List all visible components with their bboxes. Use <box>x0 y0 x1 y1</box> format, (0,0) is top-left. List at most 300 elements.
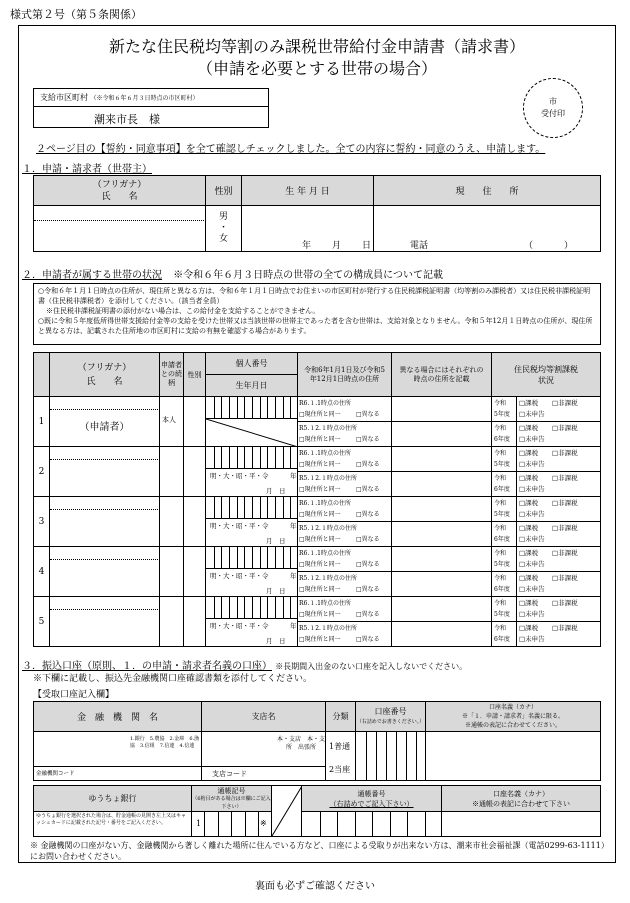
tax-year-label: 6年度 <box>494 486 510 493</box>
tax-year-label: 6年度 <box>494 536 510 543</box>
address-period-label: R6.１.1時点の住所 <box>299 600 351 607</box>
footer-text: 裏面も必ずご確認ください <box>255 881 375 892</box>
furigana-divider <box>50 459 160 460</box>
tax-year-label: 5年度 <box>494 461 510 468</box>
id-digit-divider <box>237 547 238 569</box>
acct-number-field[interactable] <box>356 732 426 780</box>
hh-r5-address[interactable] <box>298 622 392 647</box>
city-note: （※令和６年６月３日時点の市区町村） <box>90 95 199 102</box>
digit-cell-divider <box>425 812 426 836</box>
id-digit-divider <box>267 547 268 569</box>
hh-r5-address[interactable] <box>298 522 392 547</box>
sex-header: 性別 <box>206 176 242 206</box>
hh-tax-status[interactable] <box>492 422 600 447</box>
digit-cell-divider <box>416 732 417 780</box>
id-digit-divider <box>221 597 222 619</box>
different-checkbox[interactable]: □異なる <box>356 636 380 643</box>
consent-statement: ２ページ目の【誓約・同意事項】を全て確認しチェックしました。全ての内容に誓約・同意のうえ、申請します。 <box>36 144 546 155</box>
id-digit-divider <box>290 397 291 419</box>
non-taxed-checkbox[interactable]: □非課税 <box>552 574 578 582</box>
id-digit-divider <box>221 447 222 469</box>
tax-divider <box>516 472 517 497</box>
hh-birth-field[interactable] <box>206 569 298 597</box>
different-checkbox[interactable]: □異なる <box>356 411 380 418</box>
phone-label: 電話 <box>410 241 429 251</box>
bank-name-header: 金 融 機 関 名 <box>34 702 202 732</box>
hh-id-field[interactable] <box>206 547 298 569</box>
hh-id-field[interactable] <box>206 397 298 419</box>
hh-r6-address[interactable] <box>298 597 392 622</box>
taxed-checkbox[interactable]: □課税 <box>519 524 539 532</box>
tax-divider <box>516 397 517 422</box>
hh-name-text: （申請者） <box>79 422 130 433</box>
hh-r6-address[interactable] <box>298 497 392 522</box>
digit-cell-divider <box>386 732 387 780</box>
form-label: 様式第２号（第５条関係） <box>10 8 142 21</box>
tax-year-label: 6年度 <box>494 636 510 643</box>
bottom-note: ※ 金融機関の口座がない方、金融機関から著しく離れた場所に住んでいる方など、口座による受取りが出来ない方は、潮来市社会福祉課（電話0299-63-1111）にお問い合わせください。 <box>30 841 609 861</box>
furigana-label: （フリガナ） <box>92 179 147 190</box>
hh-sex-header: 性別 <box>184 353 206 397</box>
non-taxed-checkbox[interactable]: □非課税 <box>552 499 578 507</box>
hh-r6-address[interactable] <box>298 547 392 572</box>
id-digit-divider <box>290 447 291 469</box>
household-table <box>33 352 601 647</box>
hh-tax-status[interactable] <box>492 447 600 472</box>
different-checkbox[interactable]: □異なる <box>356 536 380 543</box>
applicant-birth-field[interactable] <box>242 206 374 251</box>
taxed-checkbox[interactable]: □課税 <box>519 599 539 607</box>
furigana-divider <box>50 509 160 510</box>
id-digit-divider <box>237 497 238 519</box>
birth-header: 生 年 月 日 <box>242 176 374 206</box>
tax-year-label: 5年度 <box>494 511 510 518</box>
row-number-text: 1 <box>38 416 45 427</box>
non-taxed-checkbox[interactable]: □非課税 <box>552 624 578 632</box>
id-digit-divider <box>214 447 215 469</box>
digit-cell-divider <box>376 732 377 780</box>
type-futsu: 1普通 <box>329 742 351 751</box>
id-digit-divider <box>237 447 238 469</box>
receive-label: 【受取口座記入欄】 <box>33 690 115 700</box>
hh-tax-status[interactable] <box>492 472 600 497</box>
applicant-name-field[interactable] <box>34 206 206 251</box>
taxed-checkbox[interactable]: □課税 <box>519 549 539 557</box>
row-number-text: 2 <box>38 466 45 477</box>
yucho-divider <box>272 786 302 836</box>
hh-id-field[interactable] <box>206 597 298 619</box>
id-digit-divider <box>237 397 238 419</box>
hh-diff-address-field[interactable] <box>392 522 492 547</box>
hh-id-header: 個人番号 <box>206 353 298 375</box>
section3-note: ※長期間入出金のない口座を記入しないでください。 <box>275 662 468 671</box>
hh-furigana-label: （フリガナ） <box>77 362 132 373</box>
digit-cell-divider <box>396 732 397 780</box>
hh-sex-field[interactable] <box>184 497 206 547</box>
id-digit-divider <box>221 497 222 519</box>
id-digit-divider <box>229 547 230 569</box>
digit-cell-divider <box>407 812 408 836</box>
tax-divider <box>516 622 517 647</box>
address-period-label: R5.１2.１時点の住所 <box>299 525 357 532</box>
tax-year-label: 5年度 <box>494 611 510 618</box>
hh-rel-field[interactable] <box>160 397 184 447</box>
yucho-table <box>33 785 601 837</box>
applicant-sex-field[interactable] <box>206 206 242 251</box>
city-label: 支給市区町村 <box>40 93 88 102</box>
id-digit-divider <box>260 597 261 619</box>
id-digit-divider <box>229 397 230 419</box>
hh-sex-field[interactable] <box>184 397 206 447</box>
hh-r6-address[interactable] <box>298 447 392 472</box>
tax-divider <box>516 597 517 622</box>
non-taxed-checkbox[interactable]: □非課税 <box>552 449 578 457</box>
id-digit-divider <box>267 497 268 519</box>
tax-reiwa-label: 令和 <box>494 600 507 607</box>
notice-line3: ○既に令和５年度低所得世帯支援給付金等の支給を受けた世帯又は当該世帯の世帯主であった者を含む世帯は、支給対象となりません。令和５年12月１日時点の住所が、現住所と異なる方は、記載された住所地の市区町村に支給の有無を確認する場合があります。 <box>38 317 593 335</box>
birth-month-day-label: 月 日 <box>266 537 286 545</box>
birth-month-day-label: 月 日 <box>266 487 286 495</box>
id-digit-divider <box>290 497 291 519</box>
different-checkbox[interactable]: □異なる <box>356 486 380 493</box>
different-checkbox[interactable]: □異なる <box>356 561 380 568</box>
hh-name-field[interactable] <box>50 447 160 497</box>
hh-id-field[interactable] <box>206 447 298 469</box>
applicant-address-field[interactable] <box>374 206 600 251</box>
id-digit-divider <box>252 597 253 619</box>
same-as-current-checkbox[interactable]: □現住所と同一 <box>299 536 341 543</box>
furigana-divider <box>50 609 160 610</box>
non-taxed-checkbox[interactable]: □非課税 <box>552 424 578 432</box>
hh-birth-field <box>206 419 298 447</box>
different-checkbox[interactable]: □異なる <box>356 586 380 593</box>
unfiled-checkbox[interactable]: □未申告 <box>519 460 545 468</box>
stamp-city: 市 <box>549 97 557 106</box>
type-header: 分類 <box>326 702 356 732</box>
id-digit-divider <box>283 547 284 569</box>
digit-cell-divider <box>218 812 219 836</box>
same-as-current-checkbox[interactable]: □現住所と同一 <box>299 636 341 643</box>
id-digit-divider <box>267 447 268 469</box>
id-digit-divider <box>244 597 245 619</box>
hh-tax-status[interactable] <box>492 522 600 547</box>
bango-header <box>302 786 442 812</box>
hh-name-field[interactable] <box>50 397 160 447</box>
unfiled-checkbox[interactable]: □未申告 <box>519 635 545 643</box>
holder-label: 口座名義（カナ） <box>488 704 537 711</box>
id-digit-divider <box>260 547 261 569</box>
tax-divider <box>516 447 517 472</box>
taxed-checkbox[interactable]: □課税 <box>519 449 539 457</box>
notice-box <box>33 283 601 345</box>
y-holder-header <box>442 786 600 812</box>
id-digit-divider <box>267 397 268 419</box>
yucho-note: ゆうちょ銀行を選択された場合は、貯金通帳の見開き左上又はキャッシュカードに記載された記号・番号をご記入ください。 <box>34 812 192 836</box>
section2-title: ２．申請者が属する世帯の状況 <box>22 270 162 281</box>
unfiled-checkbox[interactable]: □未申告 <box>519 585 545 593</box>
kigo-field[interactable] <box>192 812 272 836</box>
id-digit-divider <box>214 547 215 569</box>
id-digit-divider <box>275 397 276 419</box>
hh-rel-field[interactable] <box>160 547 184 597</box>
id-digit-divider <box>267 597 268 619</box>
digit-cell-divider <box>204 812 205 836</box>
furigana-divider <box>50 559 160 560</box>
branch-field[interactable] <box>202 732 326 780</box>
digit-cell-divider <box>406 732 407 780</box>
birth-era-options: 明・大・昭・平・令 <box>210 522 269 530</box>
hh-id-field[interactable] <box>206 497 298 519</box>
hh-tax-status[interactable] <box>492 397 600 422</box>
unfiled-checkbox[interactable]: □未申告 <box>519 560 545 568</box>
address-period-label: R6.１.1時点の住所 <box>299 400 351 407</box>
birth-era-options: 明・大・昭・平・令 <box>210 572 269 580</box>
birth-month-day-label: 月 日 <box>266 587 286 595</box>
hh-sex-field[interactable] <box>184 547 206 597</box>
hh-sex-field[interactable] <box>184 597 206 647</box>
taxed-checkbox[interactable]: □課税 <box>519 624 539 632</box>
hh-rel-field[interactable] <box>160 447 184 497</box>
city-box <box>33 88 269 128</box>
hh-diff-address-field[interactable] <box>392 472 492 497</box>
hh-name-field[interactable] <box>50 547 160 597</box>
birth-year-label: 年 <box>290 522 297 530</box>
tax-reiwa-label: 令和 <box>494 400 507 407</box>
kigo-prefix: 1 <box>196 819 202 828</box>
unfiled-checkbox[interactable]: □未申告 <box>519 610 545 618</box>
non-taxed-checkbox[interactable]: □非課税 <box>552 549 578 557</box>
id-digit-divider <box>229 497 230 519</box>
birth-day: 日 <box>362 241 372 251</box>
tax-reiwa-label: 令和 <box>494 575 507 582</box>
hh-rel-text: 本人 <box>162 416 176 424</box>
hh-tax-status[interactable] <box>492 572 600 597</box>
hh-r6-address[interactable] <box>298 397 392 422</box>
hh-row-number <box>34 397 50 447</box>
hh-row-number <box>34 447 50 497</box>
holder-header <box>426 702 600 732</box>
digit-cell-divider <box>372 812 373 836</box>
bango-field[interactable] <box>302 812 442 836</box>
non-taxed-checkbox[interactable]: □非課税 <box>552 474 578 482</box>
taxed-checkbox[interactable]: □課税 <box>519 574 539 582</box>
unfiled-checkbox[interactable]: □未申告 <box>519 435 545 443</box>
name-label: 氏 名 <box>101 191 138 202</box>
unfiled-checkbox[interactable]: □未申告 <box>519 510 545 518</box>
tax-year-label: 6年度 <box>494 436 510 443</box>
hh-diff-header: 異なる場合にはそれぞれの時点の住所を記載 <box>392 353 492 397</box>
different-checkbox[interactable]: □異なる <box>356 611 380 618</box>
id-digit-divider <box>244 547 245 569</box>
hh-r5-address[interactable] <box>298 422 392 447</box>
same-as-current-checkbox[interactable]: □現住所と同一 <box>299 511 341 518</box>
different-checkbox[interactable]: □異なる <box>356 461 380 468</box>
tax-reiwa-label: 令和 <box>494 475 507 482</box>
hh-diff-address-field[interactable] <box>392 397 492 422</box>
id-digit-divider <box>283 597 284 619</box>
tax-reiwa-label: 令和 <box>494 550 507 557</box>
hh-rel-header: 申請者との続柄 <box>160 353 184 397</box>
sex-dot: ・ <box>218 223 228 233</box>
tax-year-label: 5年度 <box>494 411 510 418</box>
unfiled-checkbox[interactable]: □未申告 <box>519 535 545 543</box>
bank-name-field[interactable] <box>34 732 202 780</box>
address-period-label: R6.１.1時点の住所 <box>299 450 351 457</box>
digit-cell-divider <box>320 812 321 836</box>
different-checkbox[interactable]: □異なる <box>356 511 380 518</box>
non-taxed-checkbox[interactable]: □非課税 <box>552 599 578 607</box>
yucho-header: ゆうちょ銀行 <box>34 786 192 812</box>
type-field[interactable] <box>326 732 356 780</box>
section1-title: １．申請・請求者（世帯主） <box>22 164 152 175</box>
address-period-label: R6.１.1時点の住所 <box>299 550 351 557</box>
tax-divider <box>516 422 517 447</box>
same-as-current-checkbox[interactable]: □現住所と同一 <box>299 561 341 568</box>
section3-instruction: ※下欄に記載し、振込先金融機関口座確認書類を添付してください。 <box>33 674 313 684</box>
hh-diff-address-field[interactable] <box>392 622 492 647</box>
digit-cell-divider <box>231 812 232 836</box>
hh-diff-address-field[interactable] <box>392 547 492 572</box>
same-as-current-checkbox[interactable]: □現住所と同一 <box>299 486 341 493</box>
hh-birth-field[interactable] <box>206 519 298 547</box>
id-digit-divider <box>252 397 253 419</box>
title-line1: 新たな住民税均等割のみ課税世帯給付金申請書（請求書） <box>108 37 525 56</box>
birth-year: 年 <box>302 241 312 251</box>
row-number-text: 4 <box>38 566 45 577</box>
birth-year-label: 年 <box>290 472 297 480</box>
id-digit-divider <box>275 547 276 569</box>
id-digit-divider <box>244 497 245 519</box>
phone-paren-close: ） <box>564 241 574 251</box>
unfiled-checkbox[interactable]: □未申告 <box>519 485 545 493</box>
section2-heading <box>22 266 443 281</box>
bank-type-options: 1.銀行 5.農協 2.金庫 6.漁協 3.信組 7.信連 4.信連 <box>130 736 200 749</box>
same-as-current-checkbox[interactable]: □現住所と同一 <box>299 436 341 443</box>
birth-year-label: 年 <box>290 622 297 630</box>
taxed-checkbox[interactable]: □課税 <box>519 474 539 482</box>
id-digit-divider <box>229 447 230 469</box>
hh-r5-address[interactable] <box>298 472 392 497</box>
holder-note1: ※「１．申請・請求者」名義に限る。 <box>461 713 564 720</box>
y-holder-label: 口座名義（カナ） <box>493 789 549 798</box>
tax-reiwa-label: 令和 <box>494 500 507 507</box>
non-taxed-checkbox[interactable]: □非課税 <box>552 399 578 407</box>
kigo-label: 通帳記号 <box>217 786 246 795</box>
birth-era-options: 明・大・昭・平・令 <box>210 472 269 480</box>
furigana-divider <box>50 409 160 410</box>
hh-r5-address[interactable] <box>298 572 392 597</box>
not-applicable-slash <box>206 419 298 447</box>
holder-field[interactable] <box>426 732 600 780</box>
acct-label: 口座番号 <box>374 706 407 716</box>
id-digit-divider <box>237 597 238 619</box>
hh-diff-address-field[interactable] <box>392 447 492 472</box>
id-digit-divider <box>214 397 215 419</box>
address-header: 現 住 所 <box>374 176 600 206</box>
hh-birth-field[interactable] <box>206 469 298 497</box>
hh-diff-address-field[interactable] <box>392 422 492 447</box>
bank-table <box>33 701 601 781</box>
hh-tax-status[interactable] <box>492 597 600 622</box>
id-digit-divider <box>244 397 245 419</box>
id-digit-divider <box>290 597 291 619</box>
taxed-checkbox[interactable]: □課税 <box>519 424 539 432</box>
sex-male: 男 <box>218 212 228 222</box>
id-digit-divider <box>283 497 284 519</box>
tax-reiwa-label: 令和 <box>494 525 507 532</box>
id-digit-divider <box>275 447 276 469</box>
furigana-name-header <box>34 176 206 206</box>
id-digit-divider <box>229 597 230 619</box>
different-checkbox[interactable]: □異なる <box>356 436 380 443</box>
kigo-star: ※ <box>260 819 267 828</box>
tax-divider <box>516 547 517 572</box>
branch-code-label: 支店コード <box>212 770 247 778</box>
hh-diff-address-field[interactable] <box>392 497 492 522</box>
tax-year-label: 6年度 <box>494 586 510 593</box>
id-digit-divider <box>260 447 261 469</box>
reception-stamp <box>523 78 583 138</box>
birth-month-day-label: 月 日 <box>266 637 286 645</box>
id-digit-divider <box>244 447 245 469</box>
kigo-header <box>192 786 272 812</box>
non-taxed-checkbox[interactable]: □非課税 <box>552 524 578 532</box>
hh-tax-status[interactable] <box>492 497 600 522</box>
hh-name-field[interactable] <box>50 497 160 547</box>
address-period-label: R5.１2.１時点の住所 <box>299 575 357 582</box>
hh-rel-field[interactable] <box>160 597 184 647</box>
digit-cell-divider <box>366 732 367 780</box>
taxed-checkbox[interactable]: □課税 <box>519 499 539 507</box>
row-number-text: 5 <box>38 617 45 627</box>
section3-heading <box>22 657 467 672</box>
hh-row-number <box>34 597 50 647</box>
hh-tax-status[interactable] <box>492 622 600 647</box>
birth-year-label: 年 <box>290 572 297 580</box>
same-as-current-checkbox[interactable]: □現住所と同一 <box>299 411 341 418</box>
id-digit-divider <box>252 447 253 469</box>
id-digit-divider <box>260 397 261 419</box>
hh-tax-header: 住民税均等割課税状況 <box>492 353 600 397</box>
notice-line1: ○令和６年１月１日時点の住所が、現住所と異なる方は、令和６年１月１日時点でお住まいの市区町村が発行する住民税課税証明書（均等割のみ課税者）又は住民税非課税証明書（住民税非課税者）を添付してください。（該当者全員） <box>38 287 591 305</box>
bango-note: （右詰めでご記入下さい） <box>329 799 414 808</box>
unfiled-checkbox[interactable]: □未申告 <box>519 410 545 418</box>
tax-reiwa-label: 令和 <box>494 425 507 432</box>
id-digit-divider <box>214 497 215 519</box>
hh-sex-field[interactable] <box>184 447 206 497</box>
id-digit-divider <box>275 597 276 619</box>
y-holder-field[interactable] <box>442 812 600 836</box>
hh-row-number <box>34 497 50 547</box>
hh-birth-field[interactable] <box>206 619 298 647</box>
hh-diff-address-field[interactable] <box>392 597 492 622</box>
hh-name-label: 氏 名 <box>86 376 123 387</box>
hh-diff-address-field[interactable] <box>392 572 492 597</box>
row-number-text: 3 <box>38 516 45 527</box>
address-period-label: R5.１2.１時点の住所 <box>299 625 357 632</box>
hh-name-field[interactable] <box>50 597 160 647</box>
same-as-current-checkbox[interactable]: □現住所と同一 <box>299 586 341 593</box>
same-as-current-checkbox[interactable]: □現住所と同一 <box>299 461 341 468</box>
same-as-current-checkbox[interactable]: □現住所と同一 <box>299 611 341 618</box>
hh-tax-status[interactable] <box>492 547 600 572</box>
id-digit-divider <box>283 397 284 419</box>
hh-rel-field[interactable] <box>160 497 184 547</box>
type-toza: 2当座 <box>329 765 351 774</box>
section2-note: ※令和６年６月３日時点の世帯の全ての構成員について記載 <box>173 270 443 281</box>
taxed-checkbox[interactable]: □課税 <box>519 399 539 407</box>
id-digit-divider <box>221 397 222 419</box>
